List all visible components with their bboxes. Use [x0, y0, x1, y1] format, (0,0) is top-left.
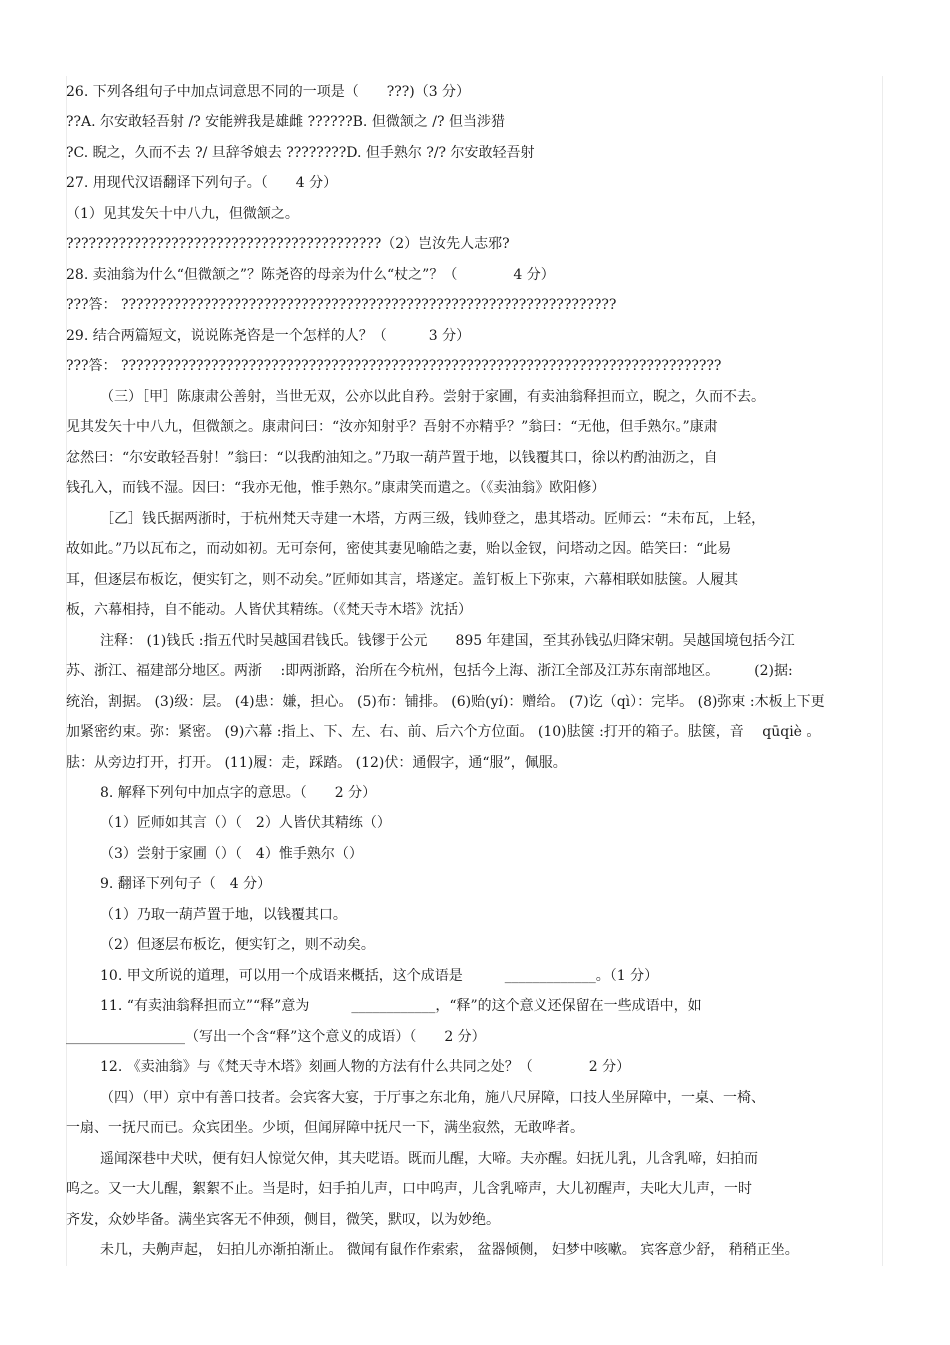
question-8: 8. 解释下列句中加点字的意思。（ 2 分）	[100, 785, 377, 801]
passage-3-yi-line-4: 板，六幕相持，自不能动。人皆伏其精练。（《梵天寺木塔》沈括）	[66, 602, 472, 618]
passage-3-yi-line-2: 故如此。”乃以瓦布之，而动如初。无可奈何，密使其妻见喻皓之妻，贻以金钗，问塔动之因。皓笑曰：“此易	[66, 541, 732, 557]
notes-line-3: 统治，割据。 (3)级：层。 (4)患：嫌，担心。 (5)布：铺排。 (6)贻(yí)：赠给。 (7)讫（qì）：完毕。 (8)弥束 :木板上下更	[66, 694, 825, 710]
notes-line-4: 加紧密约束。弥：紧密。 (9)六幕 :指上、下、左、右、前、后六个方位面。 (10)胠箧 :打开的箱子。胠箧，音 qūqiè 。	[66, 724, 821, 740]
question-28-answer-line: ???答： ??????????????????????????????????????????????????????????????????	[66, 297, 617, 313]
question-11: 11. “有卖油翁释担而立”“释”意为 ____________，“释”的这个意义还保留在一些成语中，如	[100, 998, 702, 1014]
passage-4-line-5: 齐发，众妙毕备。满坐宾客无不伸颈，侧目，微笑，默叹，以为妙绝。	[66, 1212, 500, 1228]
question-9-item-1: （1）乃取一葫芦置于地，以钱覆其口。	[100, 907, 347, 923]
question-29: 29. 结合两篇短文，说说陈尧咨是一个怎样的人？（ 3 分）	[66, 328, 471, 344]
passage-4-line-6: 未几，夫齁声起， 妇拍儿亦渐拍渐止。 微闻有鼠作作索索， 盆器倾侧， 妇梦中咳嗽。 宾客意少舒， 稍稍正坐。	[100, 1242, 799, 1258]
passage-4-line-3: 遥闻深巷中犬吠，便有妇人惊觉欠伸，其夫呓语。既而儿醒，大啼。夫亦醒。妇抚儿乳，儿含乳啼，妇拍而	[100, 1151, 758, 1167]
question-12: 12. 《卖油翁》与《梵天寺木塔》刻画人物的方法有什么共同之处？（ 2 分）	[100, 1059, 631, 1075]
passage-3-jia-line-3: 忿然曰：“尔安敢轻吾射！”翁曰：“以我酌油知之。”乃取一葫芦置于地，以钱覆其口，徐以杓酌油沥之，自	[66, 450, 718, 466]
passage-3-jia-line-1: （三）［甲］陈康肃公善射，当世无双，公亦以此自矜。尝射于家圃，有卖油翁释担而立，睨之，久而不去。	[100, 389, 765, 405]
question-27-item-2: ??????????????????????????????????????????（2）岂汝先人志邪?	[66, 236, 510, 252]
question-8-items-3-4: （3）尝射于家圃（）（ 4）惟手熟尔（）	[100, 846, 363, 862]
question-28: 28. 卖油翁为什么“但微颔之”？陈尧咨的母亲为什么“杖之”？（ 4 分）	[66, 267, 555, 283]
passage-4-line-4: 呜之。又一大儿醒，絮絮不止。当是时，妇手拍儿声，口中呜声，儿含乳啼声，大儿初醒声，夫叱大儿声，一时	[66, 1181, 752, 1197]
question-9: 9. 翻译下列句子（ 4 分）	[100, 876, 272, 892]
passage-3-jia-line-4: 钱孔入，而钱不湿。因曰：“我亦无他，惟手熟尔。”康肃笑而遣之。（《卖油翁》欧阳修）	[66, 480, 606, 496]
question-26-options-cd: ?C. 睨之，久而不去 ?/ 旦辞爷娘去 ????????D. 但手熟尔 ?/? 尔安敢轻吾射	[66, 145, 535, 161]
question-8-items-1-2: （1）匠师如其言（）（ 2）人皆伏其精练（）	[100, 815, 391, 831]
question-26: 26. 下列各组句子中加点词意思不同的一项是（ ???)（3 分）	[66, 84, 471, 100]
passage-3-yi-line-1: ［乙］钱氏据两浙时，于杭州梵天寺建一木塔，方两三级，钱帅登之，患其塔动。匠师云：“未布瓦，上轻，	[100, 511, 766, 527]
right-margin-rule	[882, 76, 883, 1266]
question-29-answer-line: ???答： ????????????????????????????????????????????????????????????????????????????????	[66, 358, 722, 374]
question-9-item-2: （2）但逐层布板讫，便实钉之，则不动矣。	[100, 937, 375, 953]
notes-line-2: 苏、浙江、福建部分地区。两浙 :即两浙路，治所在今杭州，包括今上海、浙江全部及江苏东南部地区。 (2)据:	[66, 663, 793, 679]
passage-3-jia-line-2: 见其发矢十中八九，但微颔之。康肃问曰：“汝亦知射乎？吾射不亦精乎？”翁曰：“无他，但手熟尔。”康肃	[66, 419, 718, 435]
question-27-item-1: （1）见其发矢十中八九，但微颔之。	[66, 206, 299, 222]
passage-4-line-1: （四）（甲）京中有善口技者。会宾客大宴，于厅事之东北角，施八尺屏障，口技人坐屏障中，一桌、一椅、	[100, 1090, 765, 1106]
question-26-options-ab: ??A. 尔安敢轻吾射 /? 安能辨我是雄雌 ??????B. 但微颔之 /? 但当涉猎	[66, 114, 505, 130]
question-11-continued: _________________（写出一个含“释”这个意义的成语）（ 2 分）	[66, 1029, 486, 1045]
question-10: 10. 甲文所说的道理，可以用一个成语来概括，这个成语是 _____________。（1 分）	[100, 968, 659, 984]
notes-line-1: 注释： (1)钱氏 :指五代时吴越国君钱氏。钱镠于公元 895 年建国，至其孙钱弘归降宋朝。吴越国境包括今江	[100, 633, 795, 649]
passage-3-yi-line-3: 耳，但逐层布板讫，便实钉之，则不动矣。”匠师如其言，塔遂定。盖钉板上下弥束，六幕相联如胠箧。人履其	[66, 572, 739, 588]
notes-line-5: 胠：从旁边打开，打开。 (11)履：走，踩踏。 (12)伏：通假字，通“服”，佩服。	[66, 755, 567, 771]
question-27: 27. 用现代汉语翻译下列句子。（ 4 分）	[66, 175, 338, 191]
passage-4-line-2: 一扇、一抚尺而已。众宾团坐。少顷，但闻屏障中抚尺一下，满坐寂然，无敢哗者。	[66, 1120, 584, 1136]
